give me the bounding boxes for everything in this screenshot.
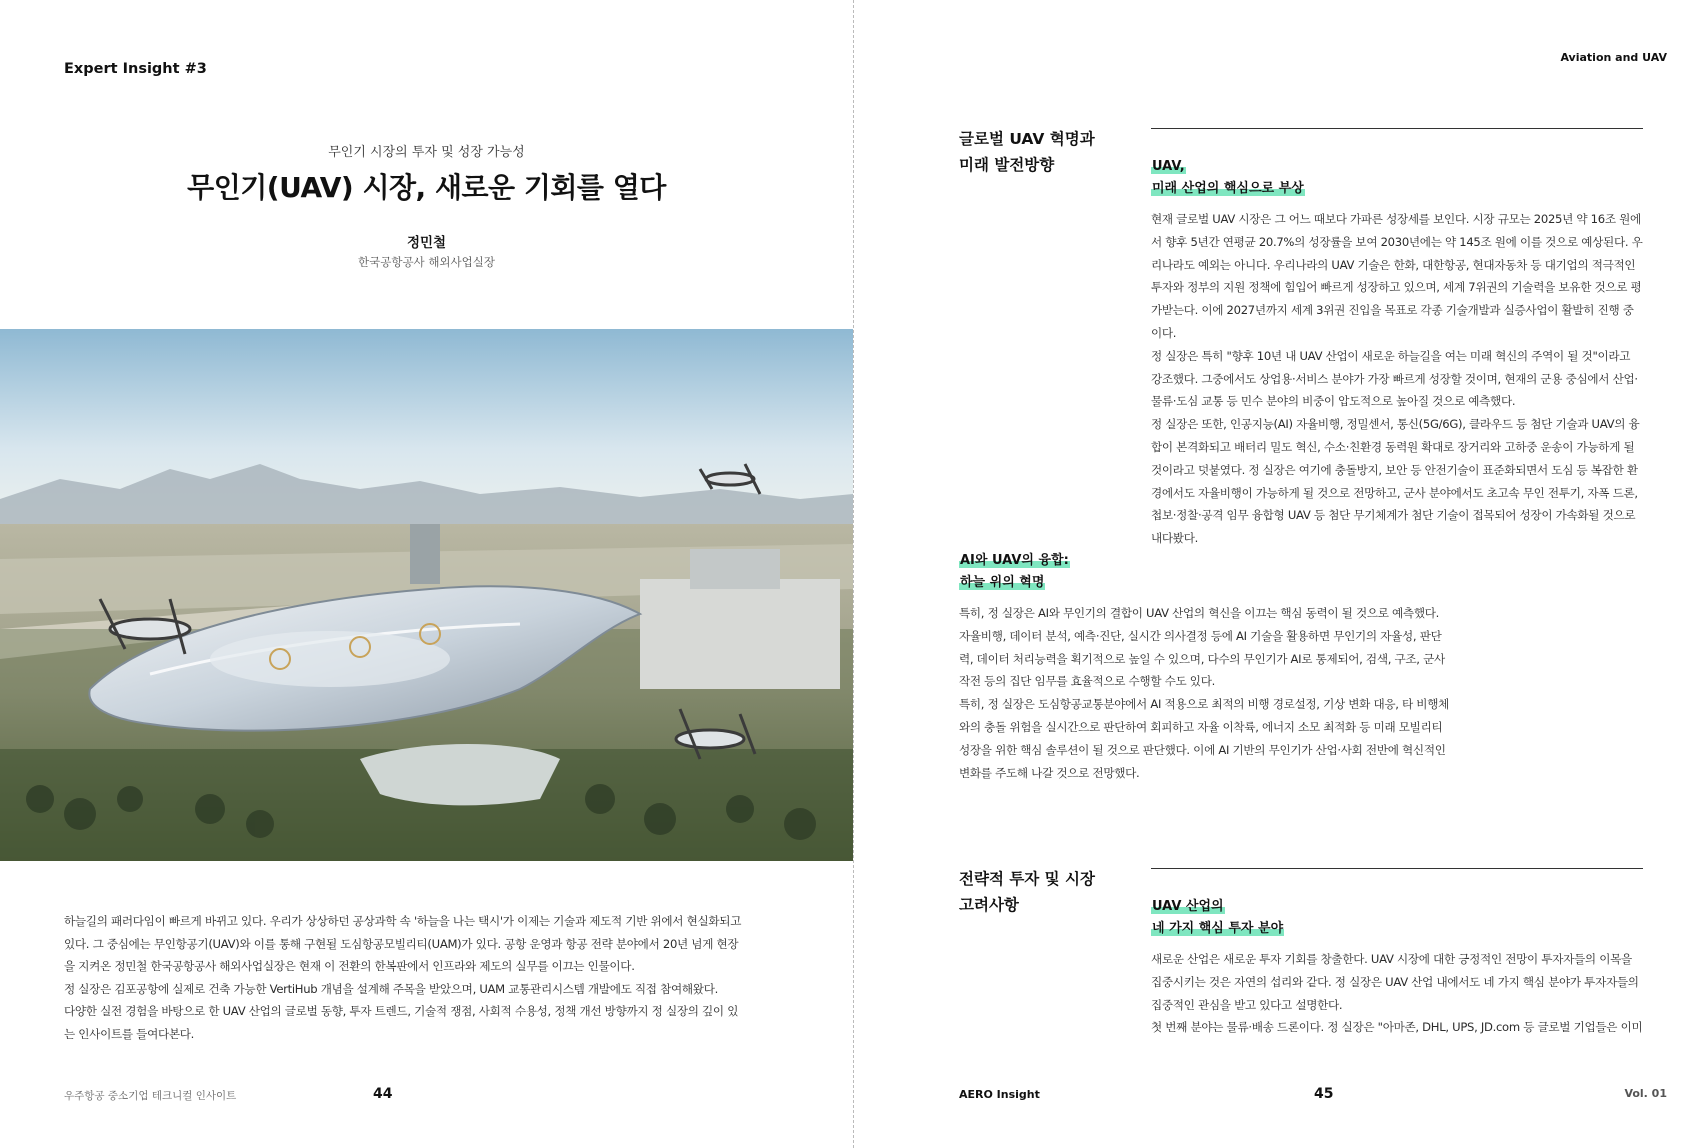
intro-paragraph: 정 실장은 김포공항에 실제로 건축 가능한 VertiHub 개념을 설계해 주목을 받았으며, UAM 교통관리시스템 개발에도 직접 참여해왔다. <box>64 981 718 996</box>
subheading-line: 하늘 위의 혁명 <box>960 575 1045 590</box>
section-heading-line: 고려사항 <box>959 896 1019 914</box>
body-paragraph: 정 실장은 특히 "향후 10년 내 UAV 산업이 새로운 하늘길을 여는 미래 혁신의 주역이 될 것"이라고 강조했다. 그중에서도 상업용·서비스 분야가 가장 빠르게 성장할 것이며, 현재의 군용 중심에서 산업·물류·도심 교통 등 민수 분야의 비중이 압도적으로 높아질 것으로 예측했다. <box>1151 348 1638 409</box>
intro-paragraph: 하늘길의 패러다임이 빠르게 바뀌고 있다. 우리가 상상하던 공상과학 속 '하늘을 나는 택시'가 이제는 기술과 제도적 기반 위에서 현실화되고 있다. 그 중심에는 무인항공기(UAV)와 이를 통해 구현될 도심항공모빌리티(UAM)가 있다. 공항 운영과 항공 전략 분야에서 20년 넘게 현장을 지켜온 정민철 한국공항공사 해외사업실장은 현재 이 전환의 한복판에서 인프라와 제도의 실무를 이끄는 인물이다. <box>64 914 742 973</box>
vertiport-aerial-illustration-icon <box>0 329 853 861</box>
body-paragraph: 특히, 정 실장은 AI와 무인기의 결합이 UAV 산업의 혁신을 이끄는 핵심 동력이 될 것으로 예측했다. 자율비행, 데이터 분석, 예측·진단, 실시간 의사결정 등에 AI 기술을 활용하면 무인기의 자율성, 판단력, 데이터 처리능력을 획기적으로 높일 수 있으며, 다수의 무인기가 AI로 통제되어, 검색, 구조, 군사 작전 등의 집단 임무를 효율적으로 수행할 수도 있다. <box>959 606 1445 689</box>
section-subheading <box>1151 896 1284 940</box>
section-heading-line: 전략적 투자 및 시장 <box>959 870 1095 888</box>
section-body <box>959 602 1451 784</box>
section-divider <box>1151 868 1643 869</box>
footer-publication: 우주항공 중소기업 테크니컬 인사이트 <box>64 1090 237 1102</box>
volume-label: Vol. 01 <box>1624 1087 1667 1100</box>
hero-image <box>0 329 853 861</box>
author-name: 정민철 <box>406 235 447 251</box>
intro-text <box>64 910 744 1045</box>
author-affiliation: 한국공항공사 해외사업실장 <box>358 255 495 269</box>
page-number: 44 <box>373 1086 393 1102</box>
series-label: Expert Insight #3 <box>64 61 207 77</box>
body-paragraph: 새로운 산업은 새로운 투자 기회를 창출한다. UAV 시장에 대한 긍정적인 전망이 투자자들의 이목을 집중시키는 것은 자연의 섭리와 같다. 정 실장은 UAV 산업 내에서도 네 가지 핵심 분야가 투자자들의 집중적인 관심을 받고 있다고 설명한다. <box>1151 952 1639 1012</box>
body-paragraph: 현재 글로벌 UAV 시장은 그 어느 때보다 가파른 성장세를 보인다. 시장 규모는 2025년 약 16조 원에서 향후 5년간 연평균 20.7%의 성장률을 보여 2030년에는 약 145조 원에 이를 것으로 예상된다. 우리나라도 예외는 아니다. 우리나라의 UAV 기술은 한화, 대한항공, 현대자동차 등 대기업의 적극적인 투자와 정부의 지원 정책에 힘입어 빠르게 성장하고 있으며, 세계 7위권의 기술력을 보유한 것으로 평가받는다. 이에 2027년까지 세계 3위권 진입을 목표로 각종 기술개발과 실증사업이 활발히 진행 중이다. <box>1151 212 1643 340</box>
subheading-line: UAV, <box>1152 159 1185 174</box>
body-paragraph: 특히, 정 실장은 도심항공교통분야에서 AI 적용으로 최적의 비행 경로설정, 기상 변화 대응, 타 비행체와의 충돌 위험을 실시간으로 판단하여 회피하고 자율 이착륙, 에너지 소모 최적화 등 미래 모빌리티 성장을 위한 핵심 솔루션이 될 것으로 판단했다. 이에 AI 기반의 무인기가 산업·사회 전반에 혁신적인 변화를 주도해 나갈 것으로 전망했다. <box>959 697 1450 780</box>
section-subheading <box>1151 156 1305 200</box>
article-kicker: 무인기 시장의 투자 및 성장 가능성 <box>328 145 525 160</box>
subheading-line: 미래 산업의 핵심으로 부상 <box>1152 181 1304 196</box>
body-paragraph: 정 실장은 또한, 인공지능(AI) 자율비행, 정밀센서, 통신(5G/6G), 클라우드 등 첨단 기술과 UAV의 융합이 본격화되고 배터리 밀도 혁신, 수소·친환경 동력원 확대로 장거리와 고하중 운송이 가능하게 될 것이라고 덧붙였다. 정 실장은 여기에 충돌방지, 보안 등 안전기술이 표준화되면서 도심 등 복잡한 환경에서도 자율비행이 가능하게 될 것으로 전망하고, 군사 분야에서도 초고속 무인 전투기, 자폭 드론, 첩보·정찰·공격 임무 융합형 UAV 등 첨단 무기체계가 첨단 기술이 접목되어 성장이 가속화될 것으로 내다봤다. <box>1151 417 1640 546</box>
section-heading-line: 미래 발전방향 <box>959 156 1055 174</box>
page-number: 45 <box>1314 1086 1334 1102</box>
section-body <box>1151 948 1643 1040</box>
article-title: 무인기(UAV) 시장, 새로운 기회를 열다 <box>187 171 666 204</box>
subheading-line: AI와 UAV의 융합: <box>960 553 1069 568</box>
section-heading-line: 글로벌 UAV 혁명과 <box>959 130 1095 148</box>
section-body <box>1151 208 1643 550</box>
section-heading <box>959 866 1095 918</box>
intro-paragraph: 다양한 실전 경험을 바탕으로 한 UAV 산업의 글로벌 동향, 투자 트렌드, 기술적 쟁점, 사회적 수용성, 정책 개선 방향까지 정 실장의 깊이 있는 인사이트를 들여다본다. <box>64 1004 739 1041</box>
right-page <box>857 0 1701 1148</box>
section-subheading <box>959 550 1070 594</box>
subheading-line: UAV 산업의 <box>1152 899 1224 914</box>
subheading-line: 네 가지 핵심 투자 분야 <box>1152 921 1284 936</box>
section-heading <box>959 126 1095 178</box>
section-tag: Aviation and UAV <box>1560 51 1667 64</box>
body-paragraph: 첫 번째 분야는 물류·배송 드론이다. 정 실장은 "아마존, DHL, UPS, JD.com 등 글로벌 기업들은 이미 <box>1151 1020 1643 1035</box>
section-divider <box>1151 128 1643 129</box>
page-gutter <box>853 0 854 1148</box>
footer-brand: AERO Insight <box>959 1088 1040 1101</box>
